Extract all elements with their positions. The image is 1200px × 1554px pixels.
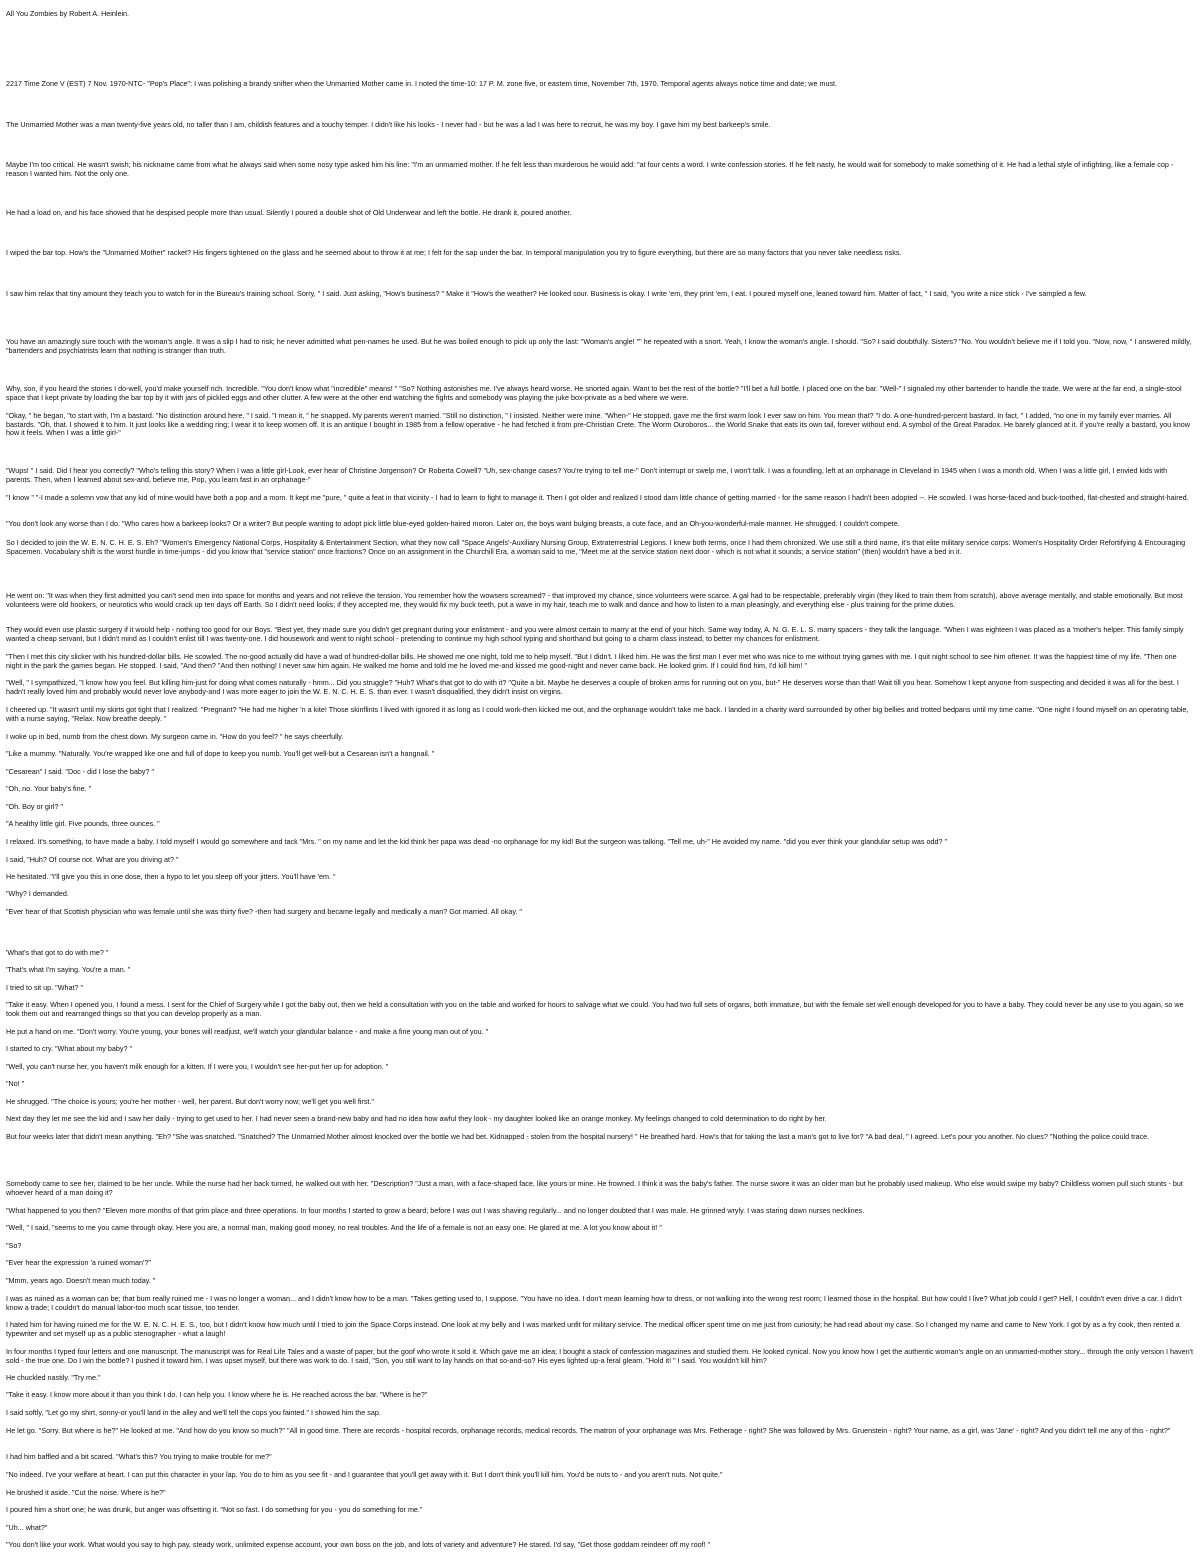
paragraph: I cheered up. "It wasn't until my skirts got tight that I realized. "Pregnant? "He had me higher 'n a kite! Those skinflints I lived with ignored it as long as I could work-then kicked me out, and the orphanage wouldn't take me back. I landed in a charity ward surrounded by other big bellies and trotted bedpans until my time came. "One night I found myself on an operating table, with a nurse saying, "Relax. Now breathe deeply. ": [6, 705, 1189, 723]
document-title: All You Zombies by Robert A. Heinlein.: [6, 9, 130, 18]
paragraph: "Oh. Boy or girl? ": [6, 802, 64, 811]
paragraph: "Like a mummy. "Naturally. You're wrapped like one and full of dope to keep you numb. You'll get well-but a Cesarean isn't a hangnail. ": [6, 749, 435, 758]
paragraph: I wiped the bar top. How's the "Unmarried Mother" racket? His fingers tightened on the glass and he seemed about to throw it at me; I felt for the sap under the bar. In temporal manipulation you try to figure everything, but there are so many factors that you never take needless risks.: [6, 248, 902, 257]
paragraph: So I decided to join the W. E. N. C. H. E. S. Eh? "Women's Emergency National Corps, Hospitality & Entertainment Section, what they now call "Space Angels'-Auxiliary Nursing Group, Extraterrestrial Legions. I knew both terms, once I had them chronized. We use still a third name, it's that elite military service corps: Women's Hospitality Order Refortifying & Encouraging Spacemen. Vocabulary shift is the worst hurdle in time-jumps - did you know that "service station" once fractions? Once on an assignment in the Churchill Era, a woman said to me, "Meet me at the service station next door - which is not what it sounds; a service station" (then) wouldn't have a bed in it.: [6, 538, 1186, 556]
paragraph: "No indeed. I've your welfare at heart. I can put this character in your lap. You do to him as you see fit - and I guarantee that you'll get away with it. But I don't think you'll kill him. You'd be nuts to - and you aren't nuts. Not quite.": [6, 1470, 723, 1479]
paragraph: You have an amazingly sure touch with the woman's angle. It was a slip I had to risk; he never admitted what pen-names he used. But he was boiled enough to pick up only the last: "Woman's angle! "" he repeated with a snort. Yeah, I know the woman's angle. I should. "So? I said doubtfully. Sisters? "No. You wouldn't believe me if I told you. "Now, now, " I answered mildly, "bartenders and psychiatrists learn that nothing is stranger than truth.: [6, 337, 1192, 355]
paragraph: He put a hand on me. "Don't worry. You're young, your bones will readjust, we'll watch your glandular balance - and make a fine young man out of you. ": [6, 1027, 489, 1036]
paragraph: But four weeks later that didn't mean anything. "Eh? "She was snatched. "Snatched? The Unmarried Mother almost knocked over the bottle we had bet. Kidnapped - stolen from the hospital nursery! " He breathed hard. How's that for taking the last a man's got to live for? "A bad deal, " I agreed. Let's pour you another. No clues? "Nothing the police could trace.: [6, 1132, 1150, 1141]
paragraph: I had him baffled and a bit scared. "What's this? You trying to make trouble for me?": [6, 1452, 272, 1461]
paragraph: I said softly, "Let go my shirt, sonny-or you'll land in the alley and we'll tell the cops you fainted." I showed him the sap.: [6, 1408, 381, 1417]
paragraph: "You don't look any worse than I do. "Who cares how a barkeep looks? Or a writer? But people wanting to adopt pick little blue-eyed golden-haired moron. Later on, the boys want bulging breasts, a cute face, and an Oh-you-wonderful-male manner. He shrugged. I couldn't compete.: [6, 519, 900, 528]
paragraph: I hated him for having ruined me for the W. E. N. C. H. E. S., too, but I didn't know how much until I tried to join the Space Corps instead. One look at my belly and I was marked unfit for military service. The medical officer spent time on me just from curiosity; he had read about my case. So I changed my name and came to New York. I got by as a fry cook, then rented a typewriter and set myself up as a public stenographer - what a laugh!: [6, 1320, 1180, 1338]
paragraph: I was as ruined as a woman can be; that bum really ruined me - I was no longer a woman... and I didn't know how to be a man. "Takes getting used to, I suppose. "You have no idea. I don't mean learning how to dress, or not walking into the wrong rest room; I learned those in the hospital. But how could I live? What job could I get? Hell, I couldn't even drive a car. I didn't know a trade; I couldn't do manual labor-too much scar tissue, too tender.: [6, 1294, 1182, 1312]
paragraph: I woke up in bed, numb from the chest down. My surgeon came in. "How do you feel? " he says cheerfully.: [6, 732, 344, 741]
document-page: [6, 0, 1194, 1554]
paragraph: "Take it easy. I know more about it than you think I do. I can help you. I know where he is. He reached across the bar. "Where is he?": [6, 1390, 428, 1399]
paragraph: I tried to sit up. "What? ": [6, 983, 84, 992]
paragraph: "Cesarean" I said. "Doc - did I lose the baby? ": [6, 767, 155, 776]
paragraph: Why, son, if you heard the stories I do-well, you'd make yourself rich. Incredible. "You don't know what "incredible" means! " "So? Nothing astonishes me. I've always heard worse. He snorted again. Want to bet the rest of the bottle? "I'll bet a full bottle. I placed one on the bar. "Well-" I signaled my other bartender to handle the trade. We were at the far end, a single-stool space that I kept private by loading the bar top by it with jars of pickled eggs and other clutter. A few were at the other end watching the fights and somebody was playing the juke box-private as a bed where we were.: [6, 384, 1182, 402]
paragraph: 'What's that got to do with me? ": [6, 948, 109, 957]
paragraph: "Well, " I said, "seems to me you came through okay. Here you are, a normal man, making good money, no real troubles. And the life of a female is not an easy one. He glared at me. A lot you know about it! ": [6, 1223, 662, 1232]
paragraph: They would even use plastic surgery if it would help - nothing too good for our Boys. "Best yet, they made sure you didn't get pregnant during your enlistment - and you were almost certain to marry at the end of your hitch. Same way today, A. N. G. E. L. S. marry spacers - they talk the language. "When I was eighteen I was placed as a 'mother's helper. This family simply wanted a cheap servant, but I didn't mind as I couldn't enlist till I was twenty-one. I did housework and went to night school - pretending to continue my high school typing and shorthand but going to a charm class instead, to better my chances for enlistment.: [6, 625, 1184, 643]
paragraph: "Then I met this city slicker with his hundred-dollar bills. He scowled. The no-good actually did have a wad of hundred-dollar bills. He showed me one night, told me to help myself. "But I didn't. I liked him. He was the first man I ever met who was nice to me without trying games with me. I quit night school to see him oftener. It was the happiest time of my life. "Then one night in the park the games began. He stopped. I said, "And then? "And then nothing! I never saw him again. He walked me home and told me he loved me-and kissed me good-night and never came back. He looked grim. If I could find him, I'd kill him! ": [6, 652, 1177, 670]
paragraph: He had a load on, and his face showed that he despised people more than usual. Silently I poured a double shot of Old Underwear and left the bottle. He drank it, poured another.: [6, 208, 572, 217]
paragraph: "Take it easy. When I opened you, I found a mess. I sent for the Chief of Surgery while I got the baby out, then we held a consultation with you on the table and worked for hours to salvage what we could. You had two full sets of organs, both immature, but with the female set well enough developed for you to have a baby. They could never be any use to you again, so we took them out and rearranged things so that you can develop properly as a man.: [6, 1000, 1184, 1018]
paragraph: "A healthy little girl. Five pounds, three ounces. ": [6, 819, 160, 828]
paragraph: "What happened to you then? "Eleven more months of that grim place and three operations. In four months I started to grow a beard; before I was out I was shaving regularly... and no longer doubted that I was male. He grinned wryly. I was staring down nurses necklines.: [6, 1206, 865, 1215]
paragraph: Next day they let me see the kid and I saw her daily - trying to get used to her. I had never seen a brand-new baby and had no idea how awful they look - my daughter looked like an orange monkey. My feelings changed to cold determination to do right by her.: [6, 1114, 827, 1123]
paragraph: "I know " "-I made a solemn vow that any kid of mine would have both a pop and a mom. It kept me "pure, " quite a feat in that vicinity - I had to learn to fight to manage it. Then I got older and realized I stood darn little chance of getting married - for the same reason I hadn't been adopted --. He scowled. I was horse-faced and buck-toothed, flat-chested and straight-haired.: [6, 493, 1189, 502]
paragraph: "Mmm, years ago. Doesn't mean much today. ": [6, 1276, 156, 1285]
paragraph: He went on: "It was when they first admitted you can't send men into space for months and years and not relieve the tension. You remember how the wowsers screamed? - that improved my chance, since volunteers were scarce. A gal had to be respectable, preferably virgin (they liked to train them from scratch), above average mentally, and stable emotionally. But most volunteers were old hookers, or neurotics who would crack up ten days off Earth. So I didn't need looks; if they accepted me, they would fix my buck teeth, put a wave in my hair, teach me to walk and dance and how to listen to a man pleasingly, and everything else - plus training for the prime duties.: [6, 591, 1183, 609]
paragraph: "Why? I demanded.: [6, 889, 69, 898]
paragraph: "Well, " I sympathized, "I know how you feel. But killing him-just for doing what comes naturally - hmm... Did you struggle? "Huh? What's that got to do with it? "Quite a bit. Maybe he deserves a couple of broken arms for running out on you, but-" He deserves worse than that! Wait till you hear. Somehow I kept anyone from suspecting and decided it was all for the best. I hadn't really loved him and probably would never love anybody-and I was more eager to join the W. E. N. C. H. E. S. than ever. I wasn't disqualified, they didn't insist on virgins.: [6, 678, 1179, 696]
paragraph: "Well, you can't nurse her, you haven't milk enough for a kitten. If I were you, I wouldn't see her-put her up for adoption. ": [6, 1062, 389, 1071]
paragraph: "Uh... what?": [6, 1523, 48, 1532]
paragraph: "Oh, no. Your baby's fine. ": [6, 784, 92, 793]
paragraph: He chuckled nastily. "Try me.": [6, 1373, 101, 1382]
paragraph: I relaxed. It's something, to have made a baby. I told myself I would go somewhere and tack "Mrs. " on my name and let the kid think her papa was dead -no orphanage for my kid! But the surgeon was talking. "Tell me, uh-" He avoided my name. "did you ever think your glandular setup was odd? ": [6, 837, 948, 846]
paragraph: Maybe I'm too critical. He wasn't swish; his nickname came from what he always said when some nosy type asked him his line: "I'm an unmarried mother. If he felt less than murderous he would add: "at four cents a word. I write confession stories. If he felt nasty, he would wait for somebody to make something of it. He had a lethal style of infighting, like a female cop - reason I wanted him. Not the only one.: [6, 160, 1174, 178]
paragraph: He let go. "Sorry. But where is he?" He looked at me. "And how do you know so much?" "All in good time. There are records - hospital records, orphanage records, medical records. The matron of your orphanage was Mrs. Fetherage - right? She was followed by Mrs. Gruenstein - right? Your name, as a girl, was 'Jane' - right? And you didn't tell me any of this - right?": [6, 1426, 1171, 1435]
paragraph: He shrugged. "The choice is yours; you're her mother - well, her parent. But don't worry now; we'll get you well first.": [6, 1097, 374, 1106]
paragraph: 'That's what I'm saying. You're a man. ": [6, 965, 131, 974]
paragraph: I saw him relax that tiny amount they teach you to watch for in the Bureau's training school. Sorry, " I said. Just asking, "How's business? " Make it "How's the weather? He looked sour. Business is okay. I write 'em, they print 'em, I eat. I poured myself one, leaned toward him. Matter of fact, " I said, "you write a nice stick - I've sampled a few.: [6, 289, 1087, 298]
paragraph: He brushed it aside. "Cut the noise. Where is he?": [6, 1488, 166, 1497]
paragraph: "No! ": [6, 1079, 25, 1088]
paragraph: I started to cry. "What about my baby? ": [6, 1044, 133, 1053]
paragraph: "Okay, " he began, "to start with, I'm a bastard. "No distinction around here, " I said. "I mean it, " he snapped. My parents weren't married. "Still no distinction, " I insisted. Neither were mine. "When-" He stopped, gave me the first warm look I ever saw on him. You mean that? "I do. A one-hundred-percent bastard. In fact, " I added, "no one in my family ever marries. All bastards. "Oh, that. I showed it to him. It just looks like a wedding ring; I wear it to keep women off. It is an antique I bought in 1985 from a fellow operative - he had fetched it from pre-Christian Crete. The Worm Ouroboros... the World Snake that eats its own tail, forever without end. A symbol of the Great Paradox. He barely glanced at it. if you're really a bastard, you know how it feels. When I was a little girl-": [6, 411, 1190, 438]
paragraph: He hesitated. "I'll give you this in one dose, then a hypo to let you sleep off your jitters. You'll have 'em. ": [6, 872, 336, 881]
paragraph: "Ever hear the expression 'a ruined woman'?": [6, 1258, 151, 1267]
paragraph: I poured him a short one; he was drunk, but anger was offsetting it. "Not so fast. I do something for you - you do something for me.": [6, 1505, 423, 1514]
paragraph: 2217 Time Zone V (EST) 7 Nov. 1970-NTC- "Pop's Place": I was polishing a brandy snifter when the Unmarried Mother came in. I noted the time-10: 17 P. M. zone five, or eastern time, November 7th, 1970. Temporal agents always notice time and date; we must.: [6, 79, 838, 88]
paragraph: "You don't like your work. What would you say to high pay, steady work, unlimited expense account, your own boss on the job, and lots of variety and adventure? He stared. I'd say, "Get those goddam reindeer off my roof! ": [6, 1540, 711, 1549]
paragraph: The Unmarried Mother was a man twenty-five years old, no taller than I am, childish features and a touchy temper. I didn't like his looks - I never had - but he was a lad I was here to recruit, he was my boy. I gave him my best barkeep's smile.: [6, 120, 771, 129]
paragraph: "So?: [6, 1241, 22, 1250]
paragraph: Somebody came to see her, claimed to be her uncle. While the nurse had her back turned, he walked out with her. "Description? "Just a man, with a face-shaped face, like yours or mine. He frowned. I think it was the baby's father. The nurse swore it was an older man but he probably used makeup. Who else would swipe my baby? Childless women pull such stunts - but whoever heard of a man doing it?: [6, 1179, 1183, 1197]
paragraph: "Wups! " I said. Did I hear you correctly? "Who's telling this story? When I was a little girl-Look, ever hear of Christine Jorgenson? Or Roberta Cowell? "Uh, sex-change cases? You're trying to tell me-" Don't interrupt or swelp me, I won't talk. I was a foundling, left at an orphanage in Cleveland in 1945 when I was a month old. When I was a little girl, I envied kids with parents. Then, when I learned about sex-and, believe me, Pop, you learn fast in an orphanage-": [6, 466, 1168, 484]
paragraph: "Ever hear of that Scottish physician who was female until she was thirty five? -then had surgery and became legally and medically a man? Got married. All okay. ": [6, 907, 522, 916]
paragraph: In four months I typed four letters and one manuscript. The manuscript was for Real Life Tales and a waste of paper, but the goof who wrote it sold it. Which gave me an idea; I bought a stack of confession magazines and studied them. He looked cynical. Now you know how I get the authentic woman's angle on an unmarried-mother story... through the only version I haven't sold - the true one. Do I win the bottle? I pushed it toward him. I was upset myself, but there was work to do. I said, "Son, you still want to lay hands on that so-and-so? His eyes lighted up-a feral gleam. "Hold it! " I said. You wouldn't kill him?: [6, 1347, 1193, 1365]
paragraph: I said, "Huh? Of course not. What are you driving at? ": [6, 855, 179, 864]
